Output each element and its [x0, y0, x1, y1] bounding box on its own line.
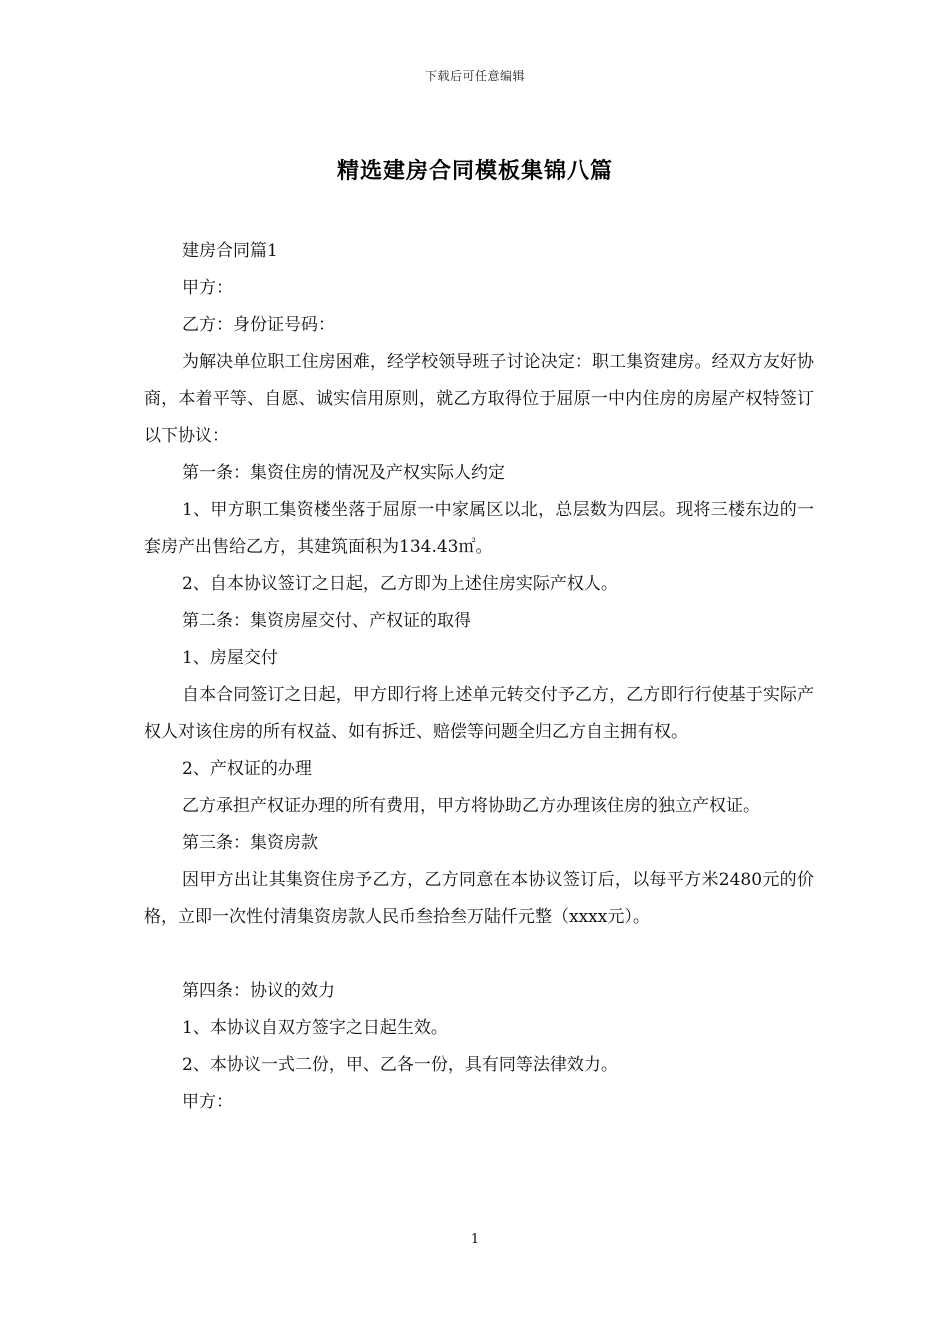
page-number: 1 [470, 1232, 480, 1247]
article-1-heading: 第一条：集资住房的情况及产权实际人约定 [182, 463, 505, 483]
article-4-clause-2: 2、本协议一式二份，甲、乙各一份，具有同等法律效力。 [182, 1055, 618, 1075]
document-body [144, 233, 814, 1121]
party-b-label: 乙方：身份证号码： [182, 315, 335, 335]
article-2-heading: 第二条：集资房屋交付、产权证的取得 [182, 611, 471, 631]
article-3-heading: 第三条：集资房款 [182, 833, 318, 853]
header-note: 下载后可任意编辑 [424, 69, 525, 83]
article-2-subheading-2: 2、产权证的办理 [182, 759, 312, 779]
document-title: 精选建房合同模板集锦八篇 [336, 159, 613, 184]
party-a-label: 甲方： [182, 278, 233, 298]
article-1-clause-2: 2、自本协议签订之日起，乙方即为上述住房实际产权人。 [182, 574, 618, 594]
signature-party-a: 甲方： [182, 1092, 233, 1112]
article-2-subheading-1: 1、房屋交付 [182, 648, 278, 668]
article-4-heading: 第四条：协议的效力 [182, 981, 335, 1001]
article-4-clause-1: 1、本协议自双方签字之日起生效。 [182, 1018, 448, 1038]
article-2-clause-1: 自本合同签订之日起，甲方即行将上述单元转交付予乙方，乙方即行行使基于实际产权人对该住房的所有权益、如有拆迁、赔偿等问题全归乙方自主拥有权。 [144, 685, 814, 742]
article-2-clause-2: 乙方承担产权证办理的所有费用，甲方将协助乙方办理该住房的独立产权证。 [182, 796, 760, 816]
section-heading: 建房合同篇1 [182, 241, 278, 261]
preamble-paragraph: 为解决单位职工住房困难，经学校领导班子讨论决定：职工集资建房。经双方友好协商，本着平等、自愿、诚实信用原则，就乙方取得位于屈原一中内住房的房屋产权特签订以下协议： [144, 352, 814, 446]
article-3-clause: 因甲方出让其集资住房予乙方，乙方同意在本协议签订后，以每平方米2480元的价格，立即一次性付清集资房款人民币叁拾叁万陆仟元整（xxxx元）。 [144, 870, 814, 927]
article-1-clause-1: 1、甲方职工集资楼坐落于屈原一中家属区以北，总层数为四层。现将三楼东边的一套房产出售给乙方，其建筑面积为134.43㎡。 [144, 500, 814, 557]
